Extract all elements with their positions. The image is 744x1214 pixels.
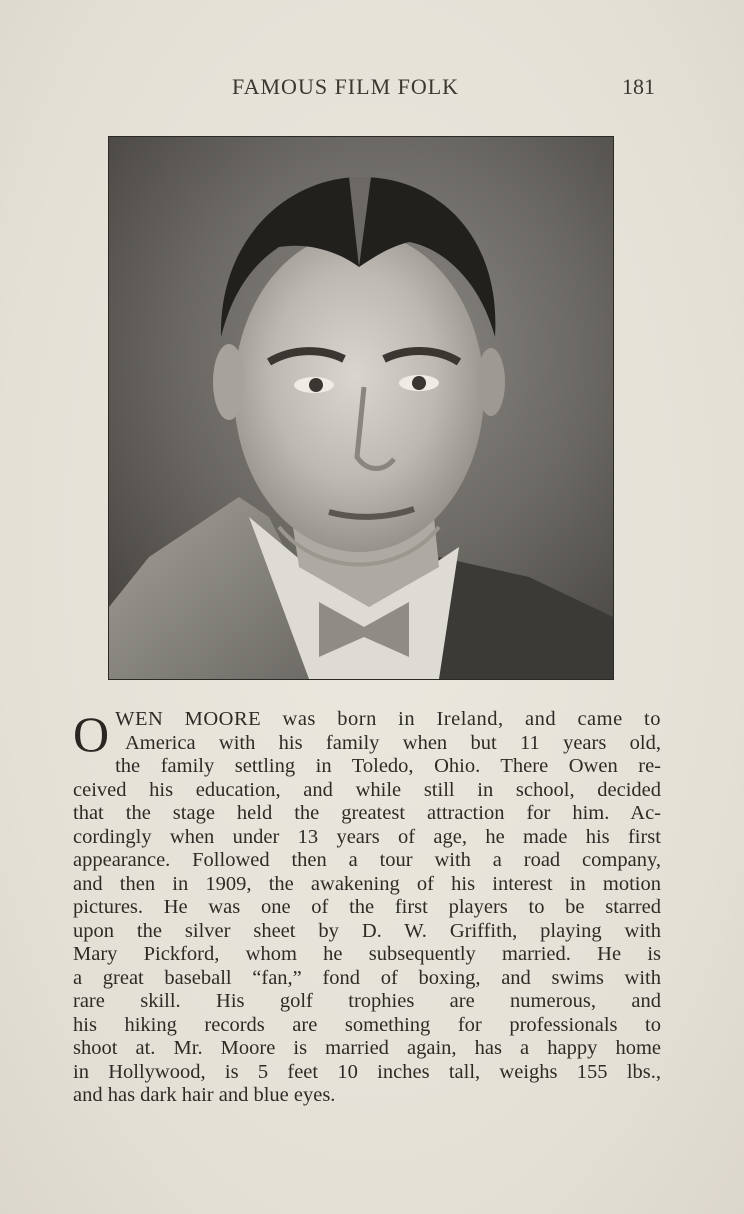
text-line: America with his family when but 11 years old, <box>125 731 661 754</box>
text-line: the family settling in Toledo, Ohio. There Owen re- <box>115 755 661 777</box>
biography-text <box>73 708 661 1108</box>
text-line: and has dark hair and blue eyes. <box>73 1084 336 1106</box>
text-line: WEN MOORE was born in Ireland, and came to <box>115 708 661 730</box>
drop-cap: O <box>73 706 110 762</box>
text-line: cordingly when under 13 years of age, he made his first <box>73 825 661 848</box>
text-line: ceived his education, and while still in school, decided <box>73 778 661 801</box>
text-line: that the stage held the greatest attraction for him. Ac- <box>73 802 661 824</box>
text-line: his hiking records are something for professionals to <box>73 1013 661 1036</box>
text-line: and then in 1909, the awakening of his interest in motion <box>73 872 661 895</box>
text-line: in Hollywood, is 5 feet 10 inches tall, weighs 155 lbs., <box>73 1060 661 1083</box>
text-line: shoot at. Mr. Moore is married again, has a happy home <box>73 1037 661 1059</box>
text-line: pictures. He was one of the first players to be starred <box>73 896 661 918</box>
text-line: upon the silver sheet by D. W. Griffith, playing with <box>73 919 661 942</box>
text-line: Mary Pickford, whom he subsequently married. He is <box>73 943 661 965</box>
text-line: appearance. Followed then a tour with a road company, <box>73 849 661 871</box>
text-line: a great baseball “fan,” fond of boxing, and swims with <box>73 966 661 989</box>
portrait-photo <box>108 136 614 680</box>
page-number: 181 <box>622 74 655 99</box>
portrait-illustration <box>109 137 613 679</box>
text-line: rare skill. His golf trophies are numerous, and <box>73 990 661 1012</box>
running-head: FAMOUS FILM FOLK <box>232 74 460 99</box>
